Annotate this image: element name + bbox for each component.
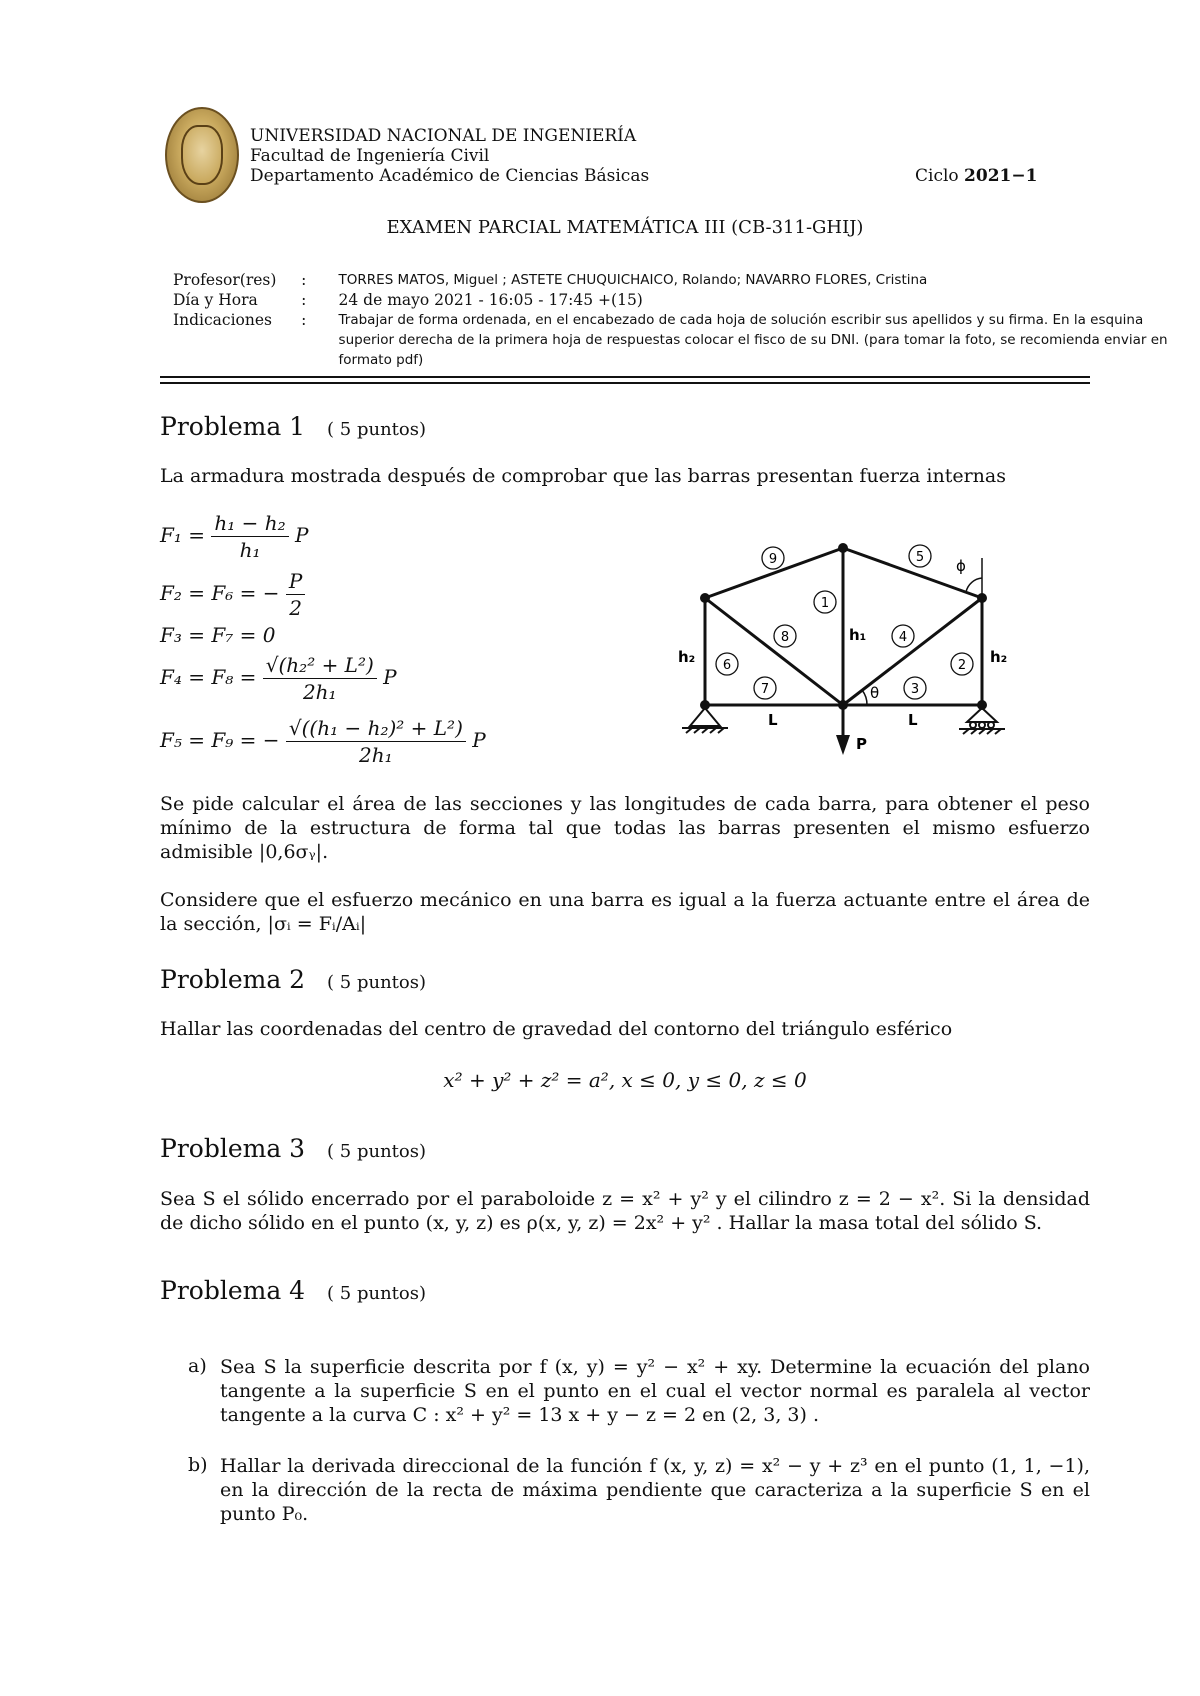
member-label: 3 (910, 682, 920, 697)
eq-tail: P (295, 523, 309, 547)
bar-8 (705, 598, 843, 705)
problem-points: ( 5 puntos) (327, 1141, 427, 1162)
item-b-label: b) (188, 1454, 208, 1476)
dim-L-left: L (768, 711, 778, 729)
dim-h2-right: h₂ (990, 648, 1008, 666)
info-row-date (173, 290, 1200, 310)
info-label: Indicaciones (173, 311, 272, 329)
denominator: 2 (289, 596, 302, 620)
angle-phi: ϕ (956, 557, 966, 575)
problem-2-heading (160, 965, 426, 994)
fraction (286, 715, 466, 768)
joint (700, 593, 710, 603)
eq-lhs: F₄ = F₈ = (160, 665, 257, 689)
info-row-instructions (173, 310, 1200, 370)
equation-f1 (160, 510, 308, 563)
fraction (211, 510, 288, 563)
info-value: 24 de mayo 2021 - 16:05 - 17:45 +(15) (338, 291, 643, 309)
info-label: Día y Hora (173, 291, 258, 309)
joint (838, 543, 848, 553)
exam-info-table (173, 270, 1200, 370)
cycle (915, 166, 1037, 186)
numerator: P (286, 568, 305, 595)
load-arrow (836, 705, 850, 755)
cycle-label: Ciclo (915, 166, 959, 186)
fraction (263, 652, 377, 705)
eq-lhs: F₅ = F₉ = − (160, 728, 280, 752)
equation-f4 (160, 652, 397, 705)
department-name: Departamento Académico de Ciencias Básicas (250, 166, 650, 186)
dim-h2-left: h₂ (678, 648, 696, 666)
truss-bars (705, 548, 982, 705)
equation-f5 (160, 715, 486, 768)
problem-points: ( 5 puntos) (327, 1283, 427, 1304)
right-support (959, 708, 1005, 734)
left-support (682, 708, 728, 733)
problem-2-text: Hallar las coordenadas del centro de gravedad del contorno del triángulo esférico (160, 1018, 953, 1040)
cycle-value: 2021−1 (964, 166, 1038, 186)
problem-4a-text: Sea S la superficie descrita por f (x, y) = y² − x² + xy. Determine la ecuación del plano tangente a la superficie S en el punto en el cual el vector normal es paralela al vector tangente a la curva C : x² + y² = 13 x + y − z = 2 en (2, 3, 3) . (220, 1356, 1090, 1426)
problem-1-intro: La armadura mostrada después de comprobar que las barras presentan fuerza internas (160, 465, 1006, 487)
problem-points: ( 5 puntos) (327, 972, 427, 993)
equation-f3: F₃ = F₇ = 0 (160, 623, 276, 647)
member-label: 5 (915, 550, 925, 565)
divider-rule (160, 376, 1090, 378)
eq-lhs: F₁ = (160, 523, 206, 547)
member-label: 7 (760, 682, 770, 697)
member-label: 6 (722, 658, 732, 673)
eq-lhs: F₂ = F₆ = − (160, 581, 280, 605)
problem-1-text-2: Considere que el esfuerzo mecánico en una barra es igual a la fuerza actuante entre el área de la sección, |σᵢ = Fᵢ/Aᵢ| (160, 889, 1090, 935)
problem-4-heading (160, 1276, 426, 1305)
problem-title: Problema 3 (160, 1134, 306, 1163)
denominator: 2h₁ (302, 680, 337, 704)
numerator: √((h₁ − h₂)² + L²) (286, 715, 466, 742)
problem-1-text-1: Se pide calcular el área de las secciones y las longitudes de cada barra, para obtener el peso mínimo de la estructura de forma tal que todas las barras presenten el mismo esfuerzo admisible |0,6σᵧ|. (160, 793, 1090, 863)
info-separator: : (301, 291, 307, 309)
info-value: TORRES MATOS, Miguel ; ASTETE CHUQUICHAICO, Rolando; NAVARRO FLORES, Cristina (338, 272, 928, 288)
angle-theta: θ (870, 684, 880, 702)
info-row-professor (173, 270, 1200, 290)
problem-title: Problema 2 (160, 965, 306, 994)
load-label: P (856, 735, 867, 753)
fraction (286, 568, 305, 621)
member-label: 9 (768, 552, 778, 567)
problem-title: Problema 1 (160, 412, 306, 441)
theta-arc (862, 690, 867, 705)
equation-f2 (160, 568, 305, 621)
denominator: 2h₁ (359, 743, 393, 767)
dim-L-right: L (908, 711, 918, 729)
item-a-label: a) (188, 1355, 207, 1377)
eq-tail: P (472, 728, 486, 752)
problem-3-text: Sea S el sólido encerrado por el paraboloide z = x² + y² y el cilindro z = 2 − x². Si la densidad de dicho sólido en el punto (x, y, z) es ρ(x, y, z) = 2x² + y² . Hallar la masa total del sólido S. (160, 1188, 1090, 1234)
university-name: UNIVERSIDAD NACIONAL DE INGENIERÍA (250, 126, 637, 146)
member-label: 8 (780, 630, 790, 645)
info-separator: : (301, 271, 307, 289)
problem-points: ( 5 puntos) (327, 419, 427, 440)
phi-arc (966, 578, 982, 592)
problem-4b-text: Hallar la derivada direccional de la función f (x, y, z) = x² − y + z³ en el punto (1, 1, −1), en la dirección de la recta de máxima pendiente que caracteriza a la superficie S en el punto P₀. (220, 1455, 1090, 1525)
info-label: Profesor(res) (173, 271, 277, 289)
eq-tail: P (383, 665, 397, 689)
problem-1-heading (160, 412, 426, 441)
problem-2-equation: x² + y² + z² = a², x ≤ 0, y ≤ 0, z ≤ 0 (443, 1068, 807, 1092)
problem-title: Problema 4 (160, 1276, 306, 1305)
numerator: √(h₂² + L²) (263, 652, 377, 679)
problem-3-heading (160, 1134, 426, 1163)
info-separator: : (301, 311, 307, 329)
dim-h1: h₁ (849, 626, 867, 644)
member-label: 1 (820, 596, 830, 611)
truss-diagram (660, 530, 1100, 760)
exam-title: EXAMEN PARCIAL MATEMÁTICA III (CB-311-GHIJ) (386, 217, 864, 238)
info-value: Trabajar de forma ordenada, en el encabezado de cada hoja de solución escribir sus apellidos y su firma. En la esquina superior derecha de la primera hoja de respuestas colocar el fisco de su DNI. (para tomar la foto, se recomienda enviar en formato pdf) (338, 312, 1168, 368)
member-label: 2 (957, 658, 967, 673)
numerator: h₁ − h₂ (211, 510, 288, 537)
faculty-name: Facultad de Ingeniería Civil (250, 146, 490, 166)
member-label: 4 (898, 630, 908, 645)
divider-rule (160, 382, 1090, 384)
university-seal (165, 107, 239, 203)
denominator: h₁ (239, 538, 261, 562)
